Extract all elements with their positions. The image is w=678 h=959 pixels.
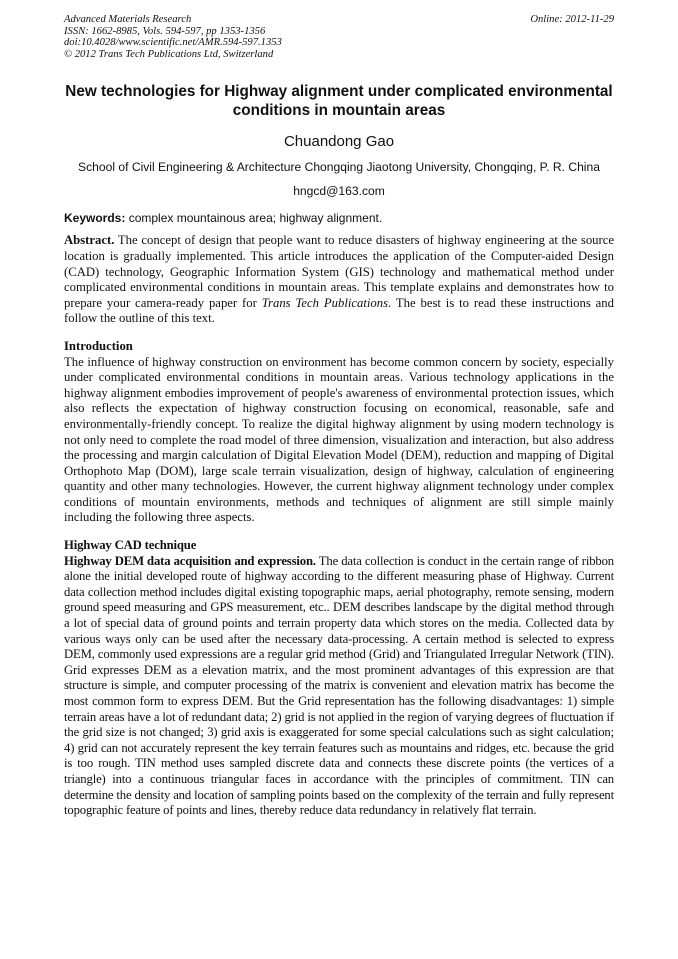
journal-header [64, 14, 614, 60]
cad-heading: Highway CAD technique [64, 538, 197, 553]
copyright-line: © 2012 Trans Tech Publications Ltd, Switzerland [64, 48, 274, 60]
introduction-heading: Introduction [64, 338, 133, 353]
introduction-text: The influence of highway construction on environment has become common concern by society, especially under complicated environmental conditions in mountain areas. Various technology applications in the highway alignment embodies improvement of people's awareness of environmental protection issues, which also reflects the expectation of highway construction focusing on economical, reasonable, safe and environmentally-friendly concept. To realize the digital highway alignment by using modern technology is not only need to complete the road model of three dimension, visualization and interaction, but also address the processing and margin calculation of Digital Elevation Model (DEM), reduction and mapping of Digital Orthophoto Map (DOM), large scale terrain visualization, design of highway, calculation of engineering quantity and other many technologies. However, the current highway alignment technology under complex conditions of mountain environments, methods and techniques of alignment are still simple mainly including the following three aspects. [64, 354, 614, 525]
cad-text: The data collection is conduct in the certain range of ribbon alone the initial developed route of highway according to the different measuring phase of Highway. Current data collection method includes digital existing topographic maps, aerial photography, remote sensing, modern ground speed measuring and GPS measurement, etc.. DEM describes landscape by the digital method through a lot of special data of ground points and terrain property data which stores on the media. Collected data by various ways only can be used after the necessary data-processing. A certain method is selected to express DEM, commonly used expressions are a regular grid method (Grid) and Triangulated Irregular Network (TIN). Grid expresses DEM as a elevation matrix, and the most prominent advantages of this expression are that structure is simple, and computer processing of the matrix is convenient and elevation matrix has become the most common form to express DEM. But the Grid representation has the following disadvantages: 1) simple terrain areas have a lot of redundant data; 2) grid is not applied in the region of varying degrees of fluctuation if the grid size is not changed; 3) grid axis is exaggerated for some special calculations such as sight calculation; 4) grid can not accurately represent the key terrain features such as mountains and ridges, etc. because the grid is too rough. TIN method uses sampled discrete data and connects these discrete points (the vertices of a triangle) into a continuous triangular faces in accordance with the principles of commitment. TIN can determine the density and location of sampling points based on the complexity of the terrain and fully represent topographic feature of points and lines, thereby reduce data redundancy in relatively flat terrain. [64, 553, 614, 818]
abstract [64, 233, 614, 327]
cad-paragraph [64, 554, 614, 819]
online-date: Online: 2012-11-29 [530, 14, 614, 25]
abstract-label: Abstract. [64, 233, 115, 248]
issn-line: ISSN: 1662-8985, Vols. 594-597, pp 1353-1356 [64, 25, 266, 37]
cad-subheading: Highway DEM data acquisition and expression. [64, 553, 316, 568]
author-affiliation: School of Civil Engineering & Architecture Chongqing Jiaotong University, Chongqing, P. R. China [78, 160, 600, 175]
introduction-section [64, 339, 614, 526]
keywords-label: Keywords: [64, 211, 126, 226]
author-email: hngcd@163.com [293, 184, 385, 199]
paper-title: New technologies for Highway alignment under complicated environmental conditions in mountain areas [65, 83, 613, 120]
author-name: Chuandong Gao [283, 133, 395, 151]
cad-section [64, 538, 614, 819]
paper-page [64, 14, 614, 819]
journal-name: Advanced Materials Research [64, 14, 192, 25]
keywords-text: complex mountainous area; highway alignment. [125, 211, 383, 226]
keywords [64, 211, 614, 226]
abstract-text-a: The concept of design that people want to reduce disasters of highway engineering at the source location is gradually implemented. This article introduces the application of the Computer-aided Design (CAD) technology, Geographic Information System (GIS) technology and mathematical method under complicated environmental conditions in mountain areas. This template explains and demonstrates how to prepare your camera-ready paper for [64, 233, 614, 310]
abstract-publisher: Trans Tech Publications [261, 295, 389, 310]
doi-line: doi:10.4028/www.scientific.net/AMR.594-597.1353 [64, 37, 282, 49]
abstract-text-b: . The best is to read these instructions and follow the outline of this text. [64, 295, 614, 326]
